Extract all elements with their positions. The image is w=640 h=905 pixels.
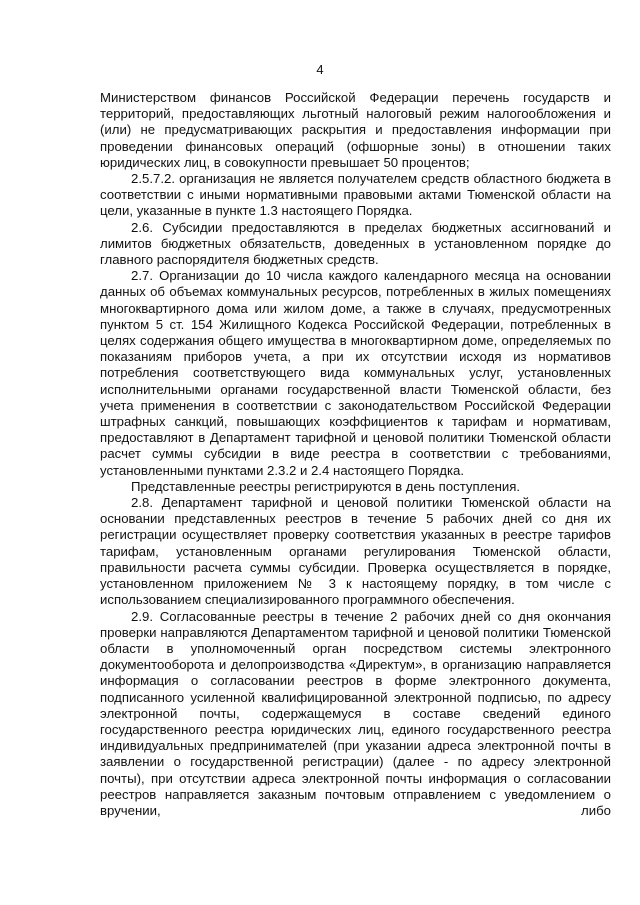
paragraph-registration: Представленные реестры регистрируются в день поступления. [131, 478, 521, 494]
page-number: 4 [316, 62, 324, 77]
paragraph-2-5-7-2: 2.5.7.2. организация не является получателем средств областного бюджета в соответствии с иными нормативными правовыми актами Тюменской области на цели, указанные в пункте 1.3 настоящего Порядка. [100, 171, 611, 219]
paragraph-continuation: Министерством финансов Российской Федерации перечень государств и территорий, предоставляющих льготный налоговый режим налогообложения и (или) не предусматривающих раскрытия и предоставления информации при проведении финансовых операций (офшорные зоны) в отношении таких юридических лиц, в совокупности превышает 50 процентов; [100, 90, 611, 170]
paragraph-2-9: 2.9. Согласованные реестры в течение 2 рабочих дней со дня окончания проверки направляются Департаментом тарифной и ценовой политики Тюменской области в уполномоченный орган посредством системы электронного документооборота и делопроизводства «Директум», в организацию направляется информация о согласовании реестров в форме электронного документа, подписанного усиленной квалифицированной электронной подписью, по адресу электронной почты, содержащемуся в составе сведений единого государственного реестра юридических лиц, единого государственного реестра индивидуальных предпринимателей (при указании адреса электронной почты в заявлении о государственной регистрации) (далее - по адресу электронной почты), при отсутствии адреса электронной почты информация о согласовании реестров направляется заказным почтовым отправлением с уведомлением о вручении, либо [100, 608, 611, 818]
document-body [100, 90, 611, 819]
paragraph-2-6: 2.6. Субсидии предоставляются в пределах бюджетных ассигнований и лимитов бюджетных обязательств, доведенных в установленном порядке до главного распорядителя бюджетных средств. [100, 219, 611, 268]
paragraph-2-8: 2.8. Департамент тарифной и ценовой политики Тюменской области на основании представленных реестров в течение 5 рабочих дней со дня их регистрации осуществляет проверку соответствия указанных в реестре тарифов тарифам, установленным органами регулирования Тюменской области, правильности расчета суммы субсидии. Проверка осуществляется в порядке, установленном приложением № 3 к настоящему порядку, в том числе с использованием специализированного программного обеспечения. [100, 495, 611, 608]
paragraph-2-7: 2.7. Организации до 10 числа каждого календарного месяца на основании данных об объемах коммунальных ресурсов, потребленных в жилых помещениях многоквартирного дома или жилом доме, а также в случаях, предусмотренных пунктом 5 ст. 154 Жилищного Кодекса Российской Федерации, потребленных в целях содержания общего имущества в многоквартирном доме, определяемых по показаниям приборов учета, а при их отсутствии исходя из нормативов потребления соответствующего вида коммунальных услуг, установленных исполнительными органами государственной власти Тюменской области, без учета применения в соответствии с законодательством Российской Федерации штрафных санкций, повышающих коэффициентов к тарифам и нормативам, предоставляют в Департамент тарифной и ценовой политики Тюменской области расчет суммы субсидии в виде реестра в соответствии с требованиями, установленными пунктами 2.3.2 и 2.4 настоящего Порядка. [100, 268, 611, 478]
